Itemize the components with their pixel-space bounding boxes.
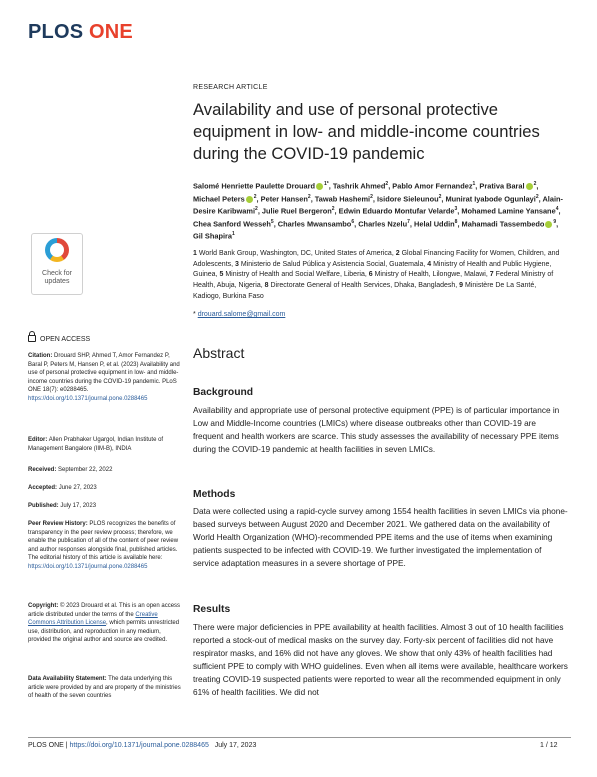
affiliation-text: Global Financing Facility for Women, Children, and Adolescents,	[193, 250, 560, 268]
author-affiliation-marker: 1*	[323, 181, 329, 187]
affiliation-text: Ministry of Health and Public Hygiene, Guinea,	[193, 260, 552, 279]
affiliations	[193, 249, 563, 303]
affiliation-text: Ministerio de Salud Pública y Asistencia Social, Guatemala,	[240, 260, 428, 268]
author-affiliation-marker: 6	[351, 218, 355, 225]
affiliation-number: 1	[193, 250, 199, 257]
author-name: Gil Shapira	[193, 231, 233, 241]
affiliation-text: World Bank Group, Washington, DC, United States of America,	[198, 250, 396, 257]
author-name: Isidore Sieleunou	[377, 194, 439, 204]
affiliation-number: 6	[368, 271, 375, 279]
affiliation-text: Ministry of Health, Lilongwe, Malawi,	[374, 271, 490, 279]
page-footer: PLOS ONE | https://doi.org/10.1371/journal.pone.0288465 July 17, 2023	[28, 742, 257, 749]
author-name: Chea Sanford Wesseh	[193, 219, 271, 229]
received-block: Received: September 22, 2022	[28, 467, 113, 473]
journal-logo[interactable]: PLOS ONE	[28, 21, 133, 43]
author-affiliation-marker: 1	[232, 231, 235, 238]
author-name: Michael Peters	[193, 194, 245, 204]
author-affiliation-marker: 2	[438, 193, 442, 200]
author-affiliation-marker: 2	[331, 206, 335, 213]
author-name: Peter Hansen	[260, 194, 308, 204]
author-affiliation-marker: 2	[255, 206, 258, 213]
citation-doi-link[interactable]: https://doi.org/10.1371/journal.pone.0288465	[28, 395, 148, 402]
page-number: 1 / 12	[540, 742, 558, 749]
affiliation-number: 4	[427, 260, 434, 268]
peer-review-link[interactable]: https://doi.org/10.1371/journal.pone.0288465	[28, 563, 148, 570]
author-affiliation-marker: 4	[555, 206, 559, 213]
author-affiliation-marker: 2	[385, 181, 389, 187]
author-name: Edwin Eduardo Montufar Velarde	[338, 206, 455, 216]
open-access-label: OPEN ACCESS	[28, 335, 90, 343]
check-for-updates-badge[interactable]: Check for updates	[31, 233, 83, 295]
author-affiliation-marker: 2	[533, 181, 537, 187]
editor-block: Editor: Allen Prabhaker Ugargol, Indian Institute of Management Bangalore (IIM-B), INDIA	[28, 437, 164, 452]
orcid-icon[interactable]	[316, 183, 323, 190]
author-affiliation-marker: 2	[253, 193, 257, 200]
author-name: Tawab Hashemi	[314, 194, 371, 204]
affiliation-number: 5	[219, 271, 226, 279]
orcid-icon[interactable]	[545, 221, 552, 228]
email-link[interactable]: drouard.salome@gmail.com	[197, 311, 286, 318]
results-heading: Results	[193, 604, 231, 615]
author-affiliation-marker: 9	[553, 218, 557, 225]
author-name: Salomé Henriette Paulette Drouard	[193, 181, 315, 191]
open-lock-icon	[28, 335, 36, 342]
orcid-icon[interactable]	[526, 183, 533, 190]
affiliation-text: Ministère De La Santé, Kadiogo, Burkina Faso	[193, 282, 537, 300]
accepted-block: Accepted: June 27, 2023	[28, 485, 97, 491]
background-heading: Background	[193, 387, 254, 398]
copyright-block: Copyright: © 2023 Drouard et al. This is an open access article distributed under the terms of the Creative Commons Attribution License, which permits unrestricted use, distribution, and reproduction in any medium, provided the original author and source are credited.	[28, 603, 181, 643]
author-name: Charles Mwansambo	[277, 219, 352, 229]
author-name: Julie Ruel Bergeron	[261, 206, 332, 216]
results-text: There were major deficiencies in PPE availability at health facilities. Almost 3 out of 10 health facilities reported a stock-out of medical masks on the survey day. Forty-six percent of facilities did not have respirator masks, and 16% did not have any gloves. We show that only 43% of health facilities had sufficient PPE to comply with WHO guidelines. Even when all items were available, healthcare workers treating COVID-19 suspected patients were reported to wear all the recommended equipment in only 61% of health facilities. We did not	[193, 623, 568, 697]
corresponding-email: * drouard.salome@gmail.com	[193, 311, 286, 318]
citation-block: Citation: Drouard SHP, Ahmed T, Amor Fernandez P, Baral P, Peters M, Hansen P, et al. (2023) Availability and use of personal protective equipment in low- and middle-income countries during the COVID-19 pandemic. PLoS ONE 18(7): e0288465. https://doi.org/10.1371/journal.pone.0288465	[28, 353, 180, 402]
footer-doi-link[interactable]: https://doi.org/10.1371/journal.pone.0288465	[69, 742, 209, 749]
author-name: Mahamadi Tassembedo	[461, 219, 545, 229]
article-title: Availability and use of personal protective equipment in low- and middle-income countries during the COVID-19 pandemic	[193, 100, 540, 163]
peer-review-block: Peer Review History: PLOS recognizes the benefits of transparency in the peer review process; therefore, we enable the publication of all of the content of peer review and author responses alongside final, published articles. The editorial history of this article is available here: https://doi.org/10.1371/journal.pone.0288465	[28, 521, 179, 570]
footer-divider	[28, 737, 571, 738]
license-link[interactable]: Creative Commons Attribution License	[28, 611, 158, 626]
article-type: RESEARCH ARTICLE	[193, 84, 268, 91]
orcid-icon[interactable]	[246, 196, 253, 203]
affiliation-text: Directorate General of Health Services, Dhaka, Bangladesh,	[270, 282, 460, 290]
affiliation-text: Federal Ministry of Health, Abuja, Nigeria,	[193, 271, 554, 290]
data-availability-block: Data Availability Statement: The data underlying this article were provided by and are property of the ministries of health of the seven countries	[28, 676, 181, 699]
affiliation-number: 3	[235, 260, 241, 268]
author-name: Alain-Desire Karibwami	[193, 194, 563, 216]
background-text: Availability and appropriate use of personal protective equipment (PPE) is of particular importance in Low and Middle-Income countries (LMICs) where disease outbreaks other than COVID-19 are frequent and health workers are scarce. This study assesses the availability of necessary PPE items during the COVID-19 pandemic at health facilities in seven LMICs.	[193, 406, 560, 454]
methods-text: Data were collected using a rapid-cycle survey among 1554 health facilities in seven LMICs via phone-based surveys between August 2020 and December 2021. We gathered data on the availability of World Health Organization (WHO)-recommended PPE items and the use of items when examining patients suspected to be infected with COVID-19. We further investigated the implementation of service adaptation measures in a severe shortage of PPE.	[193, 507, 568, 568]
check-updates-icon	[45, 238, 69, 262]
author-name: Helal Uddin	[414, 219, 455, 229]
affiliation-number: 2	[395, 250, 402, 257]
author-affiliation-marker: 7	[407, 218, 410, 225]
author-affiliation-marker: 3	[454, 206, 458, 213]
author-name: Prativa Baral	[479, 181, 525, 191]
author-name: Munirat Iyabode Ogunlayi	[445, 194, 536, 204]
author-name: Mohamed Lamine Yansane	[461, 206, 556, 216]
methods-heading: Methods	[193, 489, 236, 500]
author-affiliation-marker: 8	[454, 218, 458, 225]
author-name: Pablo Amor Fernandez	[392, 181, 473, 191]
affiliation-number: 9	[459, 282, 466, 290]
author-affiliation-marker: 2	[370, 193, 373, 200]
author-affiliation-marker: 1	[472, 181, 476, 187]
affiliation-text: Ministry of Health and Social Welfare, Liberia,	[225, 271, 369, 279]
abstract-heading: Abstract	[193, 345, 245, 361]
published-block: Published: July 17, 2023	[28, 503, 97, 509]
author-affiliation-marker: 2	[535, 193, 539, 200]
author-affiliation-marker: 5	[270, 218, 274, 225]
author-list: Salomé Henriette Paulette Drouard $^{1*}$, Tashrik Ahmed$^2$, Pablo Amor Fernandez$^1$, Prativa Baral $^2$, Michael Peters $^2$, Peter Hansen$^2$, Tawab Hashemi$^2$, Isidore Sieleunou$^2$, Munirat Iyabode Ogunlayi$^2$, Alain-Desire Karibwami$^2$, Julie Ruel Bergeron$^2$, Edwin Eduardo Montufar Velarde$^3$, Mohamed Lamine Yansane$^4$, Chea Sanford Wesseh$^5$, Charles Mwansambo$^6$, Charles Nzelu$^7$, Helal Uddin$^8$, Mahamadi Tassembedo $^9$, Gil Shapira$^1$	[193, 181, 563, 241]
author-name: Charles Nzelu	[358, 219, 408, 229]
author-name: Tashrik Ahmed	[332, 181, 386, 191]
affiliation-number: 7	[489, 271, 496, 279]
affiliation-number: 8	[264, 282, 271, 290]
author-affiliation-marker: 2	[307, 193, 311, 200]
